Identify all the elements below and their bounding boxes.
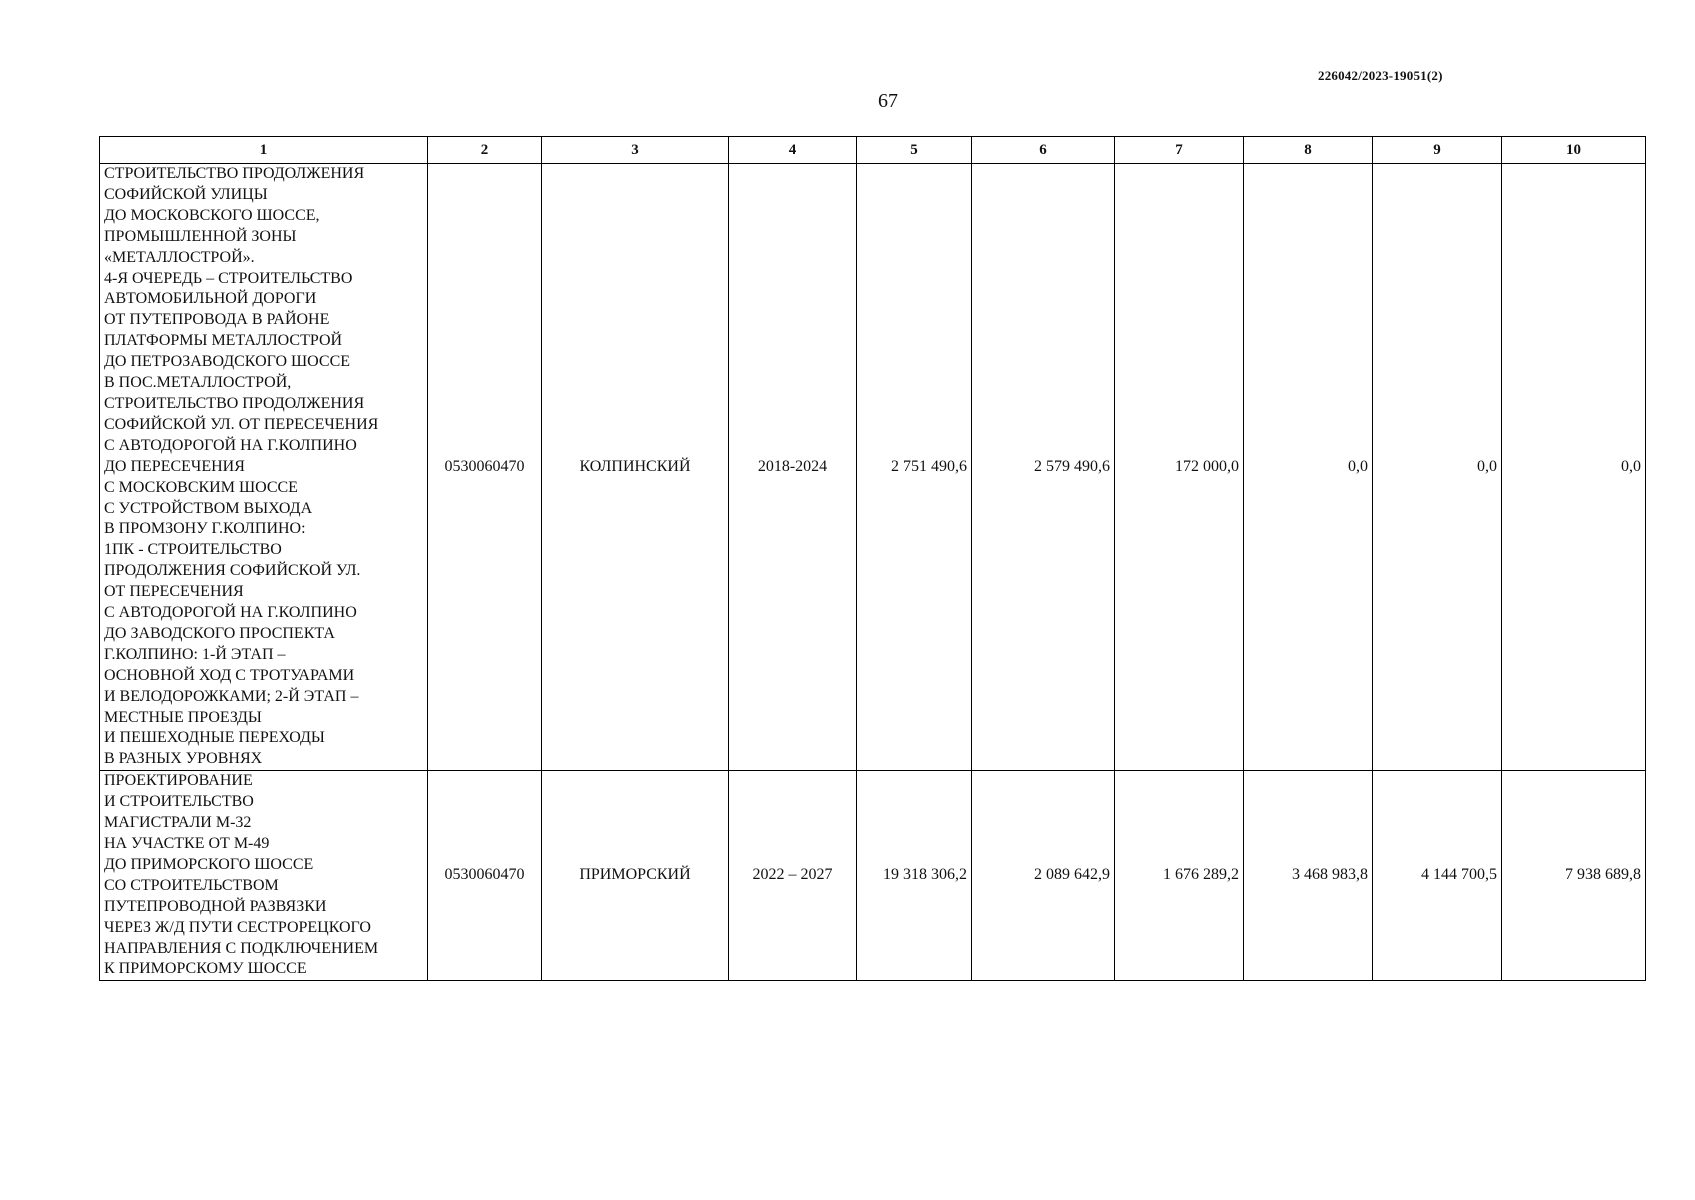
object-description-cell xyxy=(100,771,428,981)
budget-code-cell: 0530060470 xyxy=(428,164,542,771)
description-line: И ПЕШЕХОДНЫЕ ПЕРЕХОДЫ xyxy=(104,729,325,747)
description-line: МЕСТНЫЕ ПРОЕЗДЫ xyxy=(104,708,262,726)
description-line: ОТ ПУТЕПРОВОДА В РАЙОНЕ xyxy=(104,311,330,329)
description-line: С АВТОДОРОГОЙ НА Г.КОЛПИНО xyxy=(104,604,357,622)
total-amount-cell: 19 318 306,2 xyxy=(857,771,972,981)
description-line: В РАЗНЫХ УРОВНЯХ xyxy=(104,750,263,768)
column-header: 5 xyxy=(857,137,972,164)
description-line: НАПРАВЛЕНИЯ С ПОДКЛЮЧЕНИЕМ xyxy=(104,939,379,957)
description-line: 1ПК - СТРОИТЕЛЬСТВО xyxy=(104,541,282,559)
description-line: ЧЕРЕЗ Ж/Д ПУТИ СЕСТРОРЕЦКОГО xyxy=(104,918,371,936)
column-header: 2 xyxy=(428,137,542,164)
description-line: СОФИЙСКОЙ УЛ. ОТ ПЕРЕСЕЧЕНИЯ xyxy=(104,415,379,433)
description-line: ОТ ПЕРЕСЕЧЕНИЯ xyxy=(104,583,244,601)
description-line: С УСТРОЙСТВОМ ВЫХОДА xyxy=(104,499,313,517)
description-line: ДО ЗАВОДСКОГО ПРОСПЕКТА xyxy=(104,624,335,642)
total-amount-cell: 2 751 490,6 xyxy=(857,164,972,771)
amount-cell: 0,0 xyxy=(1373,164,1502,771)
column-header: 1 xyxy=(100,137,428,164)
column-header: 10 xyxy=(1502,137,1646,164)
description-line: ПРОДОЛЖЕНИЯ СОФИЙСКОЙ УЛ. xyxy=(104,562,361,580)
amount-cell: 172 000,0 xyxy=(1115,164,1244,771)
description-line: ОСНОВНОЙ ХОД С ТРОТУАРАМИ xyxy=(104,666,355,684)
description-line: ПЛАТФОРМЫ МЕТАЛЛОСТРОЙ xyxy=(104,332,343,350)
description-line: И СТРОИТЕЛЬСТВО xyxy=(104,793,254,811)
object-description-cell xyxy=(100,164,428,771)
description-line: СТРОИТЕЛЬСТВО ПРОДОЛЖЕНИЯ xyxy=(104,165,365,182)
column-header: 9 xyxy=(1373,137,1502,164)
table-row xyxy=(100,771,1646,981)
amount-cell: 3 468 983,8 xyxy=(1244,771,1373,981)
description-line: СОФИЙСКОЙ УЛИЦЫ xyxy=(104,185,268,203)
description-line: НА УЧАСТКЕ ОТ М-49 xyxy=(104,835,270,852)
page-number: 67 xyxy=(878,90,898,112)
amount-cell: 4 144 700,5 xyxy=(1373,771,1502,981)
description-line: ПРОМЫШЛЕННОЙ ЗОНЫ xyxy=(104,227,297,245)
description-line: ДО МОСКОВСКОГО ШОССЕ, xyxy=(104,206,320,224)
column-header: 4 xyxy=(729,137,857,164)
description-line: СТРОИТЕЛЬСТВО ПРОДОЛЖЕНИЯ xyxy=(104,394,365,412)
description-line: АВТОМОБИЛЬНОЙ ДОРОГИ xyxy=(104,290,317,308)
description-line: ДО ПЕРЕСЕЧЕНИЯ xyxy=(104,457,245,475)
description-line: МАГИСТРАЛИ М-32 xyxy=(104,814,252,832)
description-line: К ПРИМОРСКОМУ ШОССЕ xyxy=(104,960,307,978)
column-header: 6 xyxy=(972,137,1115,164)
amount-cell: 7 938 689,8 xyxy=(1502,771,1646,981)
district-cell: КОЛПИНСКИЙ xyxy=(542,164,729,771)
period-cell: 2018-2024 xyxy=(729,164,857,771)
amount-cell: 2 089 642,9 xyxy=(972,771,1115,981)
description-line: ДО ПЕТРОЗАВОДСКОГО ШОССЕ xyxy=(104,353,351,371)
column-header: 8 xyxy=(1244,137,1373,164)
description-line: С МОСКОВСКИМ ШОССЕ xyxy=(104,478,298,496)
description-line: «МЕТАЛЛОСТРОЙ». xyxy=(104,248,255,266)
column-number-row xyxy=(100,137,1646,164)
description-line: ПРОЕКТИРОВАНИЕ xyxy=(104,772,253,790)
amount-cell: 1 676 289,2 xyxy=(1115,771,1244,981)
description-line: 4-Я ОЧЕРЕДЬ – СТРОИТЕЛЬСТВО xyxy=(104,269,353,287)
period-cell: 2022 – 2027 xyxy=(729,771,857,981)
column-header: 3 xyxy=(542,137,729,164)
document-registration-number: 226042/2023-19051(2) xyxy=(1318,68,1443,83)
description-line: В ПОС.МЕТАЛЛОСТРОЙ, xyxy=(104,374,292,392)
amount-cell: 0,0 xyxy=(1244,164,1373,771)
budget-code-cell: 0530060470 xyxy=(428,771,542,981)
table-row xyxy=(100,164,1646,771)
column-header: 7 xyxy=(1115,137,1244,164)
description-line: ДО ПРИМОРСКОГО ШОССЕ xyxy=(104,855,314,873)
description-line: В ПРОМЗОНУ Г.КОЛПИНО: xyxy=(104,520,306,538)
district-cell: ПРИМОРСКИЙ xyxy=(542,771,729,981)
description-line: С АВТОДОРОГОЙ НА Г.КОЛПИНО xyxy=(104,436,357,454)
description-line: ПУТЕПРОВОДНОЙ РАЗВЯЗКИ xyxy=(104,897,327,915)
budget-table xyxy=(99,136,1646,981)
amount-cell: 0,0 xyxy=(1502,164,1646,771)
description-line: Г.КОЛПИНО: 1-Й ЭТАП – xyxy=(104,645,286,663)
amount-cell: 2 579 490,6 xyxy=(972,164,1115,771)
description-line: И ВЕЛОДОРОЖКАМИ; 2-Й ЭТАП – xyxy=(104,687,359,705)
description-line: СО СТРОИТЕЛЬСТВОМ xyxy=(104,876,279,894)
